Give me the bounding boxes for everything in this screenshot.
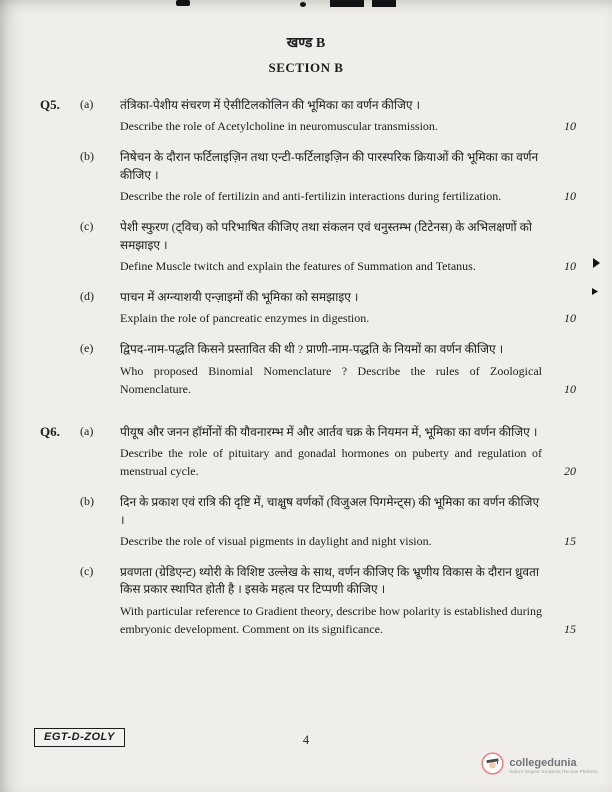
page-number: 4 — [302, 733, 310, 747]
part-text — [120, 494, 542, 550]
paper-code: EGT-D-ZOLY — [34, 728, 125, 747]
question-text-english: Define Muscle twitch and explain the features of Summation and Tetanus. — [120, 258, 476, 273]
collegedunia-logo-icon — [481, 752, 504, 780]
part-label: (b) — [80, 149, 94, 164]
part-label: (d) — [80, 288, 94, 303]
question-part — [40, 424, 576, 480]
question-number-spacer — [40, 494, 80, 550]
question-number-spacer — [40, 341, 80, 397]
question-text-english: Who proposed Binomial Nomenclature ? Describe the rules of Zoological Nomenclature. — [120, 363, 542, 396]
question-text-english: Describe the role of fertilizin and anti-fertilizin interactions during fertilization. — [120, 189, 502, 204]
scan-artifact — [176, 0, 190, 6]
collegedunia-logo — [481, 752, 598, 780]
question-text-english: With particular reference to Gradient theory, describe how polarity is established during embryonic development. Comment on its significance. — [120, 603, 542, 636]
question-number-spacer — [40, 564, 80, 638]
question-text-hindi: पाचन में अग्न्याशयी एन्ज़ाइमों की भूमिका को समझाइए । — [120, 289, 359, 304]
section-heading-english: SECTION B — [268, 60, 344, 75]
part-label: (a) — [80, 423, 94, 438]
part-text — [120, 564, 542, 638]
part-text — [120, 341, 542, 397]
question-number-spacer — [40, 219, 80, 275]
marks-value: 15 — [564, 533, 576, 548]
question-part — [40, 564, 576, 638]
section-heading — [0, 0, 612, 76]
part-text — [120, 97, 542, 135]
collegedunia-logo-texts — [509, 757, 598, 774]
part-text — [120, 219, 542, 275]
part-label: (c) — [80, 563, 94, 578]
marks-value: 10 — [564, 311, 576, 326]
question-number-spacer — [40, 289, 80, 327]
scan-artifact — [330, 0, 364, 7]
question-text-english: Describe the role of visual pigments in daylight and night vision. — [120, 533, 432, 548]
marks-value: 10 — [564, 381, 576, 396]
section-heading-hindi: खण्ड B — [286, 36, 326, 51]
question-number: Q5. — [40, 97, 60, 112]
question-number-spacer — [40, 149, 80, 205]
questions-area — [0, 76, 612, 638]
scan-artifact — [372, 0, 396, 7]
marks-value: 15 — [564, 621, 576, 636]
marks-value: 10 — [564, 189, 576, 204]
question-text-hindi: द्विपद-नाम-पद्धति किसने प्रस्तावित की थी ? प्राणी-नाम-पद्धति के नियमों का वर्णन कीजिए । — [120, 342, 504, 357]
part-label: (b) — [80, 494, 94, 509]
marks-value: 20 — [564, 464, 576, 479]
page-footer — [0, 726, 612, 786]
part-label: (e) — [80, 341, 94, 356]
question-part — [40, 289, 576, 327]
question-text-hindi: पेशी स्फुरण (ट्विच) को परिभाषित कीजिए तथा संकलन एवं धनुस्तम्भ (टिटेनस) के अभिलक्षणों को समझाइए । — [120, 220, 532, 252]
question-text-english: Describe the role of Acetylcholine in neuromuscular transmission. — [120, 119, 438, 134]
collegedunia-logo-name: collegedunia — [509, 757, 577, 770]
question-text-hindi: प्रवणता (ग्रेडिएन्ट) थ्योरी के विशिष्ट उल्लेख के साथ, वर्णन कीजिए कि भ्रूणीय विकास के दौरान ध्रुवता किस प्रकार स्थापित होती है । इसके महत्व पर टिप्पणी कीजिए । — [120, 564, 539, 597]
collegedunia-logo-tagline: India's largest Students Review Platform — [509, 768, 598, 774]
question-part — [40, 219, 576, 275]
question-text-hindi: तंत्रिका-पेशीय संचरण में ऐसीटिलकोलिन की भूमिका का वर्णन कीजिए । — [120, 98, 421, 112]
scan-artifact — [300, 2, 306, 7]
marks-value: 10 — [564, 258, 576, 273]
part-text — [120, 149, 542, 205]
question-number: Q6. — [40, 423, 60, 439]
question-text-hindi: निषेचन के दौरान फर्टिलाइज़िन तथा एन्टी-फर्टिलाइज़िन की पारस्परिक क्रियाओं की भूमिका का वर्णन कीजिए । — [120, 150, 539, 182]
part-label: (a) — [80, 97, 94, 111]
question-text-hindi: पीयूष और जनन हॉर्मोनों की यौवनारम्भ में और आर्तव चक्र के नियमन में, भूमिका का वर्णन कीजिए । — [120, 424, 538, 439]
question-part — [40, 341, 576, 397]
question-part — [40, 149, 576, 205]
part-label: (c) — [80, 219, 94, 234]
part-text — [120, 289, 542, 327]
question-part — [40, 494, 576, 550]
marks-value: 10 — [564, 119, 576, 134]
part-text — [120, 424, 542, 480]
question-text-hindi: दिन के प्रकाश एवं रात्रि की दृष्टि में, चाक्षुष वर्णकों (विजुअल पिगमेन्ट्स) की भूमिका का वर्णन कीजिए । — [120, 495, 540, 527]
question-text-english: Describe the role of pituitary and gonadal hormones on puberty and regulation of menstrual cycle. — [120, 446, 542, 479]
question-text-english: Explain the role of pancreatic enzymes in digestion. — [120, 311, 370, 326]
question-part — [40, 97, 576, 135]
